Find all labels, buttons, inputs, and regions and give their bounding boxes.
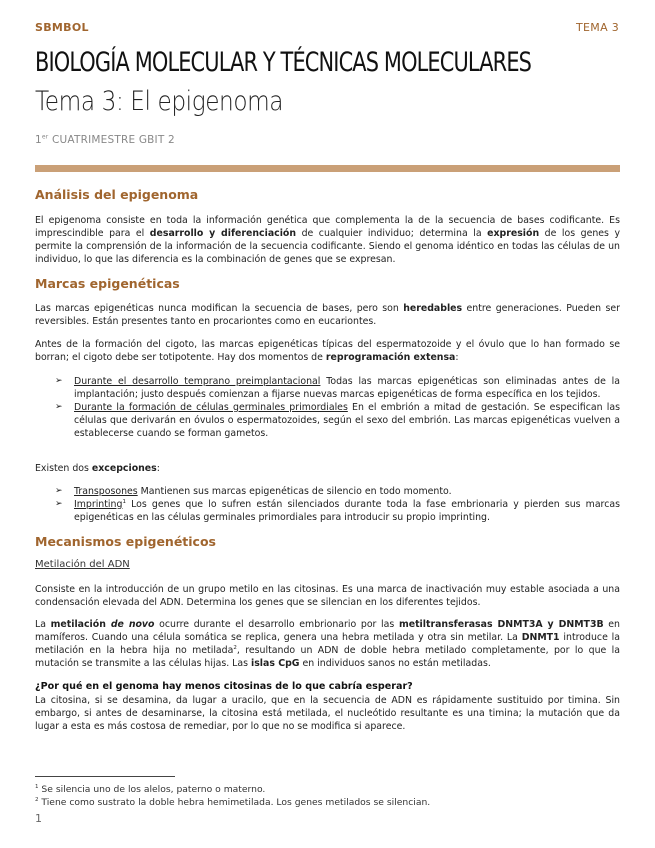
bold-text: islas CpG [251, 658, 300, 669]
arrow-bullet-icon: ➢ [55, 402, 63, 412]
list-item [55, 485, 620, 498]
arrow-bullet-icon: ➢ [55, 486, 63, 496]
text: de cualquier individuo; determina la [296, 228, 488, 239]
footnote-1 [35, 784, 265, 796]
header-topic-number: TEMA 3 [576, 21, 619, 34]
paragraph-marcas-1 [35, 302, 620, 328]
paragraph-metilacion-1: Consiste en la introducción de un grupo metilo en las citosinas. Es una marca de inactivación muy estable asociada a una condensación elevada del ADN. Determina los genes que se silencian en los diferentes tejidos. [35, 584, 620, 608]
text: El epigenoma consiste en toda la información genética que complementa la de la secuencia de bases codificante. Es imprescindible para el [35, 215, 620, 239]
underlined-term: Durante el desarrollo temprano preimplantacional [74, 376, 321, 387]
exceptions-list [55, 485, 620, 524]
paragraph-metilacion-2 [35, 618, 620, 670]
section-heading-marcas: Marcas epigenéticas [35, 276, 180, 291]
section-heading-mecanismos: Mecanismos epigenéticos [35, 534, 216, 549]
bold-text: expresión [487, 228, 540, 239]
arrow-bullet-icon: ➢ [55, 376, 63, 386]
document-subtitle: Tema 3: El epigenoma [35, 86, 284, 117]
document-title: BIOLOGÍA MOLECULAR Y TÉCNICAS MOLECULARES [35, 47, 532, 78]
text: Las marcas epigenéticas nunca modifican la secuencia de bases, pero son [35, 303, 404, 314]
footnote-ref[interactable]: 1 [122, 498, 126, 505]
list-item [55, 498, 620, 524]
underlined-term: Transposones [74, 486, 138, 497]
text: : [156, 463, 160, 474]
arrow-bullet-icon: ➢ [55, 499, 63, 509]
text: : [455, 352, 459, 363]
list-item [55, 375, 620, 401]
bold-italic-text: de novo [110, 619, 155, 630]
bold-text: desarrollo y diferenciación [149, 228, 297, 239]
text: En el embrión a mitad de gestación. Se especifican las células que derivarán en óvulos o espermatozoides, según el sexo del embrión. Las marcas epigenéticas vuelven a establecerse cuando se forman gametos. [74, 402, 620, 439]
text: Todas las marcas epigenéticas son eliminadas antes de la implantación; justo después comienzan a fijarse nuevas marcas epigenéticas de forma específica en los tejidos. [74, 376, 620, 400]
footnote-number: 2 [35, 796, 39, 803]
paragraph-excepciones [35, 462, 620, 475]
footnote-text: Se silencia uno de los alelos, paterno o materno. [38, 784, 266, 795]
meta-prefix: 1 [35, 134, 42, 146]
title-divider [35, 165, 620, 172]
text: , resultando un ADN de doble hebra metilado completamente, por lo que la mutación se transmite a las células hijas. Las [35, 645, 621, 669]
bold-text: DNMT1 [521, 632, 560, 643]
text: entre generaciones. Pueden ser reversibles. Están presentes tanto en procariontes como en eucariontes. [35, 303, 620, 327]
list-item [55, 401, 620, 440]
bold-text: excepciones [91, 463, 157, 474]
bold-text: heredables [403, 303, 463, 314]
footnote-text: Tiene como sustrato la doble hebra hemimetilada. Los genes metilados se silencian. [38, 797, 431, 808]
paragraph-answer: La citosina, si se desamina, da lugar a uracilo, que en la secuencia de ADN es rápidamente sustituido por timina. Sin embargo, si antes de desaminarse, la citosina está metilada, el nucleótido resultante es una timina; la mutación que da lugar a esta es más costosa de remediar, por lo que no se modifica si aparece. [35, 695, 620, 732]
text: en individuos sanos no están metiladas. [299, 658, 491, 669]
bold-text: metilación [50, 619, 111, 630]
question-heading: ¿Por qué en el genoma hay menos citosinas de lo que cabría esperar? [35, 681, 413, 692]
subsection-heading-metilacion: Metilación del ADN [35, 559, 130, 570]
text: en mamíferos. Cuando una célula somática se replica, genera una hebra metilada y otra sin metilar. La [35, 619, 620, 643]
underlined-term: Imprinting [74, 499, 123, 510]
meta-sup: er [41, 133, 49, 141]
bold-text: metiltransferasas DNMT3A y DNMT3B [398, 619, 604, 630]
text: introduce la metilación en la hebra hija no metilada [35, 632, 620, 656]
text: La [35, 619, 51, 630]
header-course-code: SBMBOL [35, 21, 89, 34]
paragraph-marcas-2 [35, 338, 620, 364]
paragraph-analisis [35, 214, 620, 266]
text: ocurre durante el desarrollo embrionario por las [154, 619, 399, 630]
footnote-divider [35, 776, 175, 777]
reprogramming-list [55, 375, 620, 440]
footnote-2 [35, 797, 430, 809]
document-meta [35, 134, 175, 146]
bold-text: reprogramación extensa [325, 352, 456, 363]
text: Mantienen sus marcas epigenéticas de silencio en todo momento. [137, 486, 452, 497]
text: Los genes que lo sufren están silenciados durante toda la fase embrionaria y pierden sus marcas epigenéticas en las células germinales primordiales para introducir su propio imprinting. [74, 499, 620, 523]
footnote-ref[interactable]: 2 [233, 644, 237, 651]
footnote-number: 1 [35, 783, 39, 790]
text: Antes de la formación del cigoto, las marcas epigenéticas típicas del espermatozoide y el óvulo que lo han formado se borran; el cigoto debe ser totipotente. Hay dos momentos de [35, 339, 620, 363]
section-heading-analisis: Análisis del epigenoma [35, 187, 199, 202]
text: Existen dos [35, 463, 92, 474]
meta-rest: CUATRIMESTRE GBIT 2 [48, 134, 175, 146]
underlined-term: Durante la formación de células germinales primordiales [74, 402, 348, 413]
text: de los genes y permite la comprensión de la información de la secuencia codificante. Siendo el genoma idéntico en todas las células de un individuo, lo que las diferencia es la combinación de genes que se expresan. [35, 228, 620, 265]
page-number: 1 [35, 812, 42, 825]
